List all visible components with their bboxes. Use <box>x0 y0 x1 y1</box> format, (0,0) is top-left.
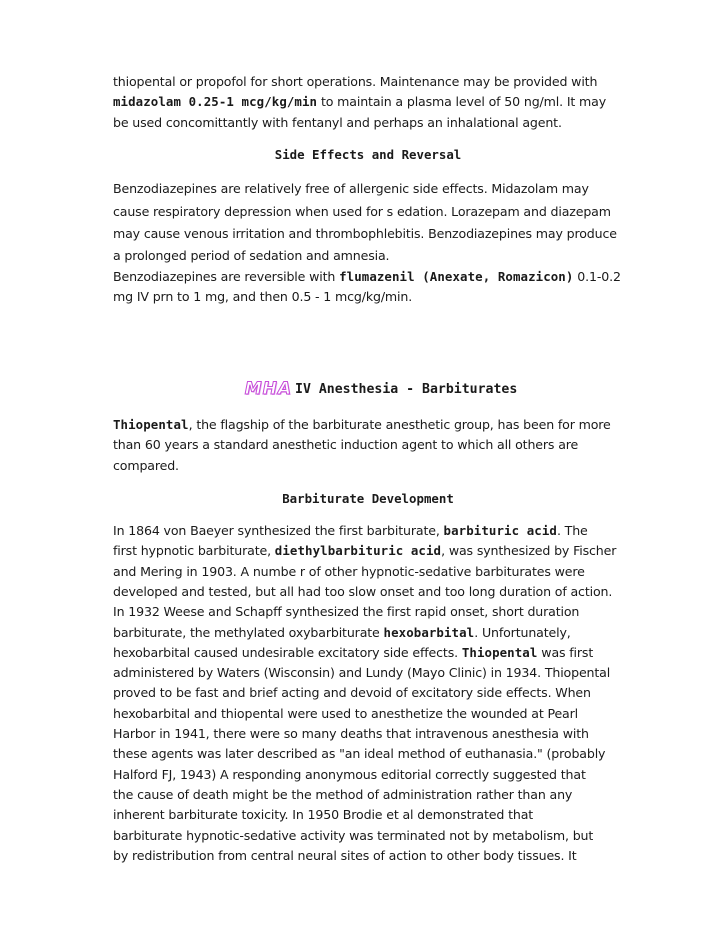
intro-paragraph <box>113 72 623 133</box>
drug-emphasis: Thiopental <box>113 417 189 433</box>
text-line: In 1932 Weese and Schapff synthesized the first rapid onset, short duration <box>113 604 580 620</box>
section-heading-text: IV Anesthesia - Barbiturates <box>295 381 518 397</box>
text-line: may cause venous irritation and thrombophlebitis. Benzodiazepines may produce <box>113 226 617 242</box>
text-line: first hypnotic barbiturate, diethylbarbituric acid, was synthesized by Fischer <box>113 543 617 559</box>
text-line: and Mering in 1903. A numbe r of other hypnotic-sedative barbiturates were <box>113 563 585 579</box>
development-paragraph <box>113 521 623 866</box>
text-line: the cause of death might be the method of administration rather than any <box>113 786 573 802</box>
drug-emphasis: barbituric acid <box>443 523 557 539</box>
text-line: Thiopental, the flagship of the barbiturate anesthetic group, has been for more <box>113 417 611 433</box>
text-line: compared. <box>113 457 179 473</box>
text-line: In 1864 von Baeyer synthesized the first barbiturate, barbituric acid. The <box>113 523 588 539</box>
text-line: proved to be fast and brief acting and devoid of excitatory side effects. When <box>113 685 591 701</box>
dose-emphasis: midazolam 0.25-1 mcg/kg/min <box>113 94 318 110</box>
drug-emphasis: flumazenil (Anexate, Romazicon) <box>339 268 574 284</box>
text-line: hexobarbital caused undesirable excitatory side effects. Thiopental was first <box>113 644 594 660</box>
drug-emphasis: hexobarbital <box>383 624 475 640</box>
barbiturates-intro-paragraph <box>113 415 623 476</box>
mha-logo: MHA <box>244 379 292 400</box>
text-line: Halford FJ, 1943) A responding anonymous editorial correctly suggested that <box>113 766 586 782</box>
text-line: administered by Waters (Wisconsin) and Lundy (Mayo Clinic) in 1934. Thiopental <box>113 665 611 681</box>
text-line: by redistribution from central neural sites of action to other body tissues. It <box>113 847 577 863</box>
section-heading-barbiturate-development: Barbiturate Development <box>282 491 454 507</box>
text-line: developed and tested, but all had too slow onset and too long duration of action. <box>113 583 613 599</box>
text-line: cause respiratory depression when used for s edation. Lorazepam and diazepam <box>113 203 611 219</box>
text-line: hexobarbital and thiopental were used to anesthetize the wounded at Pearl <box>113 705 579 721</box>
text-line: a prolonged period of sedation and amnesia. <box>113 248 390 264</box>
document-page <box>113 72 623 866</box>
text-line: thiopental or propofol for short operations. Maintenance may be provided with <box>113 74 598 89</box>
drug-emphasis: Thiopental <box>461 644 538 660</box>
text-line: barbiturate hypnotic-sedative activity was terminated not by metabolism, but <box>113 827 594 843</box>
text-line: be used concomittantly with fentanyl and perhaps an inhalational agent. <box>113 114 562 130</box>
text-line: Harbor in 1941, there were so many deaths that intravenous anesthesia with <box>113 726 589 742</box>
text-line: mg IV prn to 1 mg, and then 0.5 - 1 mcg/kg/min. <box>113 288 413 304</box>
text-line: than 60 years a standard anesthetic induction agent to which all others are <box>113 437 579 453</box>
text-line: inherent barbiturate toxicity. In 1950 Brodie et al demonstrated that <box>113 807 534 823</box>
section-heading-side-effects: Side Effects and Reversal <box>274 146 462 162</box>
text-line: Benzodiazepines are reversible with flumazenil (Anexate, Romazicon) 0.1-0.2 <box>113 268 621 284</box>
text-line: barbiturate, the methylated oxybarbiturate hexobarbital. Unfortunately, <box>113 624 571 640</box>
side-effects-paragraph <box>113 178 623 307</box>
section-heading-barbiturates <box>113 379 623 399</box>
drug-emphasis: diethylbarbituric acid <box>274 543 442 559</box>
text-line: midazolam 0.25-1 mcg/kg/min to maintain a plasma level of 50 ng/ml. It may <box>113 94 607 110</box>
text-line: Benzodiazepines are relatively free of allergenic side effects. Midazolam may <box>113 180 589 196</box>
text-line: these agents was later described as "an ideal method of euthanasia." (probably <box>113 746 606 762</box>
